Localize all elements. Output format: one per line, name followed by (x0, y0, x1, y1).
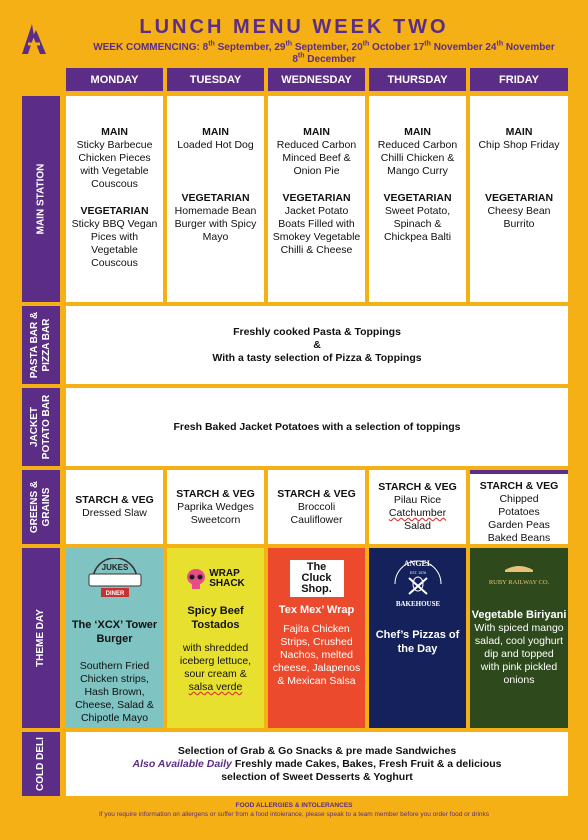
main-cell-friday (470, 96, 568, 302)
starch-veg-items: Broccoli Cauliflower (290, 501, 343, 526)
greens-cell-tuesday (167, 470, 264, 544)
vegetarian-dish: Sweet Potato, Spinach & Chickpea Balti (383, 205, 452, 243)
page-title: LUNCH MENU WEEK TWO (139, 16, 449, 38)
main-dish: Chip Shop Friday (478, 139, 560, 151)
diner-logo-text: DINER (105, 591, 124, 597)
vegetarian-heading: VEGETARIAN (282, 192, 351, 204)
vegetarian-heading: VEGETARIAN (383, 192, 452, 204)
vegetarian-dish: Sticky BBQ Vegan Pices with Vegetable Couscous (71, 218, 158, 269)
shack-logo-text: SHACK (209, 578, 245, 589)
deli-line-1: Selection of Grab & Go Snacks & pre made Sandwiches (177, 744, 457, 757)
wrap-logo-text: WRAP (209, 568, 240, 579)
starch-veg-item: Salad (404, 520, 431, 532)
allergy-footer-text: If you require information on allergens or suffer from a food intolerance, please speak to a team member before you order food or drinks (98, 811, 490, 818)
deli-line-3: selection of Sweet Desserts & Yoghurt (221, 770, 413, 783)
row-label-jacket-potato: JACKET POTATO BAR (22, 388, 60, 466)
pasta-line: Freshly cooked Pasta & Toppings (233, 325, 401, 338)
main-cell-monday (66, 96, 163, 302)
vegetarian-dish: Jacket Potato Boats Filled with Smokey Vegetable Chilli & Cheese (272, 205, 361, 256)
vegetarian-heading: VEGETARIAN (80, 205, 149, 217)
jacket-potato-text: Fresh Baked Jacket Potatoes with a selection of toppings (173, 420, 461, 433)
also-available-label: Also Available Daily (132, 757, 232, 770)
greens-cell-monday (66, 470, 163, 544)
week-commencing: WEEK COMMENCING: 8th September, 29th September, 20th October 17th November 24th November 8th December (93, 40, 555, 65)
ruby-logo-text: RUBY RAILWAY CO. (488, 579, 550, 586)
ruby-railway-logo-icon (483, 562, 555, 594)
main-heading: MAIN (101, 126, 128, 138)
vegetarian-heading: VEGETARIAN (484, 192, 554, 204)
vegetarian-dish: Homemade Bean Burger with Spicy Mayo (174, 205, 257, 243)
day-header-friday: FRIDAY (470, 68, 568, 91)
starch-veg-items: Dressed Slaw (82, 507, 147, 519)
theme-title: Spicy Beef Tostados (187, 605, 244, 631)
main-heading: MAIN (404, 126, 431, 138)
theme-cell-thursday (369, 548, 466, 728)
vegetarian-dish: Cheesy Bean Burrito (487, 205, 551, 230)
starch-veg-item: Catchumber (388, 507, 447, 519)
main-dish: Reduced Carbon Minced Beef & Onion Pie (276, 139, 357, 177)
greens-cell-thursday (369, 470, 466, 544)
theme-description: Fajita Chicken Strips, Crushed Nachos, melted cheese, Jalapenos & Mexican Salsa (272, 623, 361, 687)
jacket-potato-cell (66, 388, 568, 466)
theme-cell-wednesday (268, 548, 365, 728)
starch-veg-heading: STARCH & VEG (176, 488, 255, 500)
bakehouse-logo-text: BAKEHOUSE (395, 600, 440, 608)
greens-cell-wednesday (268, 470, 365, 544)
jukes-logo-text: JUKES (101, 563, 128, 572)
row-label-greens-grains: GREENS & GRAINS (22, 470, 60, 544)
day-header-tuesday: TUESDAY (167, 68, 264, 91)
main-dish: Sticky Barbecue Chicken Pieces with Vegetable Couscous (76, 139, 153, 190)
row-label-cold-deli: COLD DELI (22, 732, 60, 796)
angel-bakehouse-logo-icon (387, 554, 449, 614)
wrap-shack-logo (167, 568, 264, 590)
theme-title: The ‘XCX’ Tower Burger (71, 619, 158, 645)
main-heading: MAIN (202, 126, 229, 138)
vegetarian-heading: VEGETARIAN (181, 192, 250, 204)
row-label-pasta-pizza: PASTA BAR & PIZZA BAR (22, 306, 60, 384)
theme-description: Southern Fried Chicken strips, Hash Brown, Cheese, Salad & Chipotle Mayo (75, 660, 154, 724)
day-header-monday: MONDAY (66, 68, 163, 91)
cold-deli-cell (66, 732, 568, 796)
main-heading: MAIN (303, 126, 330, 138)
starch-veg-item: Pilau Rice (393, 494, 442, 506)
main-dish: Reduced Carbon Chilli Chicken & Mango Curry (377, 139, 458, 177)
cluck-logo-text-3: Shop. (301, 583, 332, 595)
cluck-logo-text-2: Cluck (301, 572, 332, 584)
day-header-thursday: THURSDAY (369, 68, 466, 91)
pasta-pizza-cell (66, 306, 568, 384)
starch-veg-heading: STARCH & VEG (479, 480, 559, 492)
pasta-ampersand: & (313, 338, 321, 351)
main-cell-tuesday (167, 96, 264, 302)
theme-title: Tex Mex’ Wrap (278, 604, 355, 616)
theme-description: With spiced mango salad, cool yoghurt dip and topped with pink pickled onions (474, 622, 564, 686)
starch-veg-heading: STARCH & VEG (277, 488, 356, 500)
theme-cell-tuesday (167, 548, 264, 728)
deli-line-2-text: Freshly made Cakes, Bakes, Fresh Fruit & a delicious (234, 757, 502, 770)
row-label-theme-day: THEME DAY (22, 548, 60, 728)
jukes-diner-logo-icon (85, 558, 145, 598)
theme-description: with shredded iceberg lettuce, sour cream & (179, 642, 252, 680)
day-header-wednesday: WEDNESDAY (268, 68, 365, 91)
theme-cell-monday (66, 548, 163, 728)
theme-title: Chef’s Pizzas of the Day (375, 629, 460, 655)
pizza-line: With a tasty selection of Pizza & Toppings (212, 351, 422, 364)
cluck-logo-text-1: The (306, 561, 327, 573)
row-label-main-station: MAIN STATION (22, 96, 60, 302)
angel-est-text: EST. 1976 (409, 571, 426, 575)
cluck-shop-logo (290, 560, 344, 597)
starch-veg-items: Chipped Potatoes Garden Peas Baked Beans (487, 493, 551, 544)
main-cell-thursday (369, 96, 466, 302)
starch-veg-heading: STARCH & VEG (378, 481, 457, 493)
theme-title: Vegetable Biriyani (471, 609, 567, 621)
starch-veg-heading: STARCH & VEG (75, 494, 154, 506)
angel-logo-text: ANGEL (403, 559, 432, 568)
skull-icon (186, 568, 206, 590)
deli-line-2 (132, 758, 501, 771)
allergy-footer-title: FOOD ALLERGIES & INTOLERANCES (235, 802, 353, 809)
theme-cell-friday (470, 548, 568, 728)
greens-cell-friday (470, 470, 568, 544)
main-dish: Loaded Hot Dog (177, 139, 254, 151)
main-heading: MAIN (505, 126, 533, 138)
starch-veg-items: Paprika Wedges Sweetcorn (177, 501, 254, 526)
theme-description-end: salsa verde (188, 681, 243, 693)
main-cell-wednesday (268, 96, 365, 302)
